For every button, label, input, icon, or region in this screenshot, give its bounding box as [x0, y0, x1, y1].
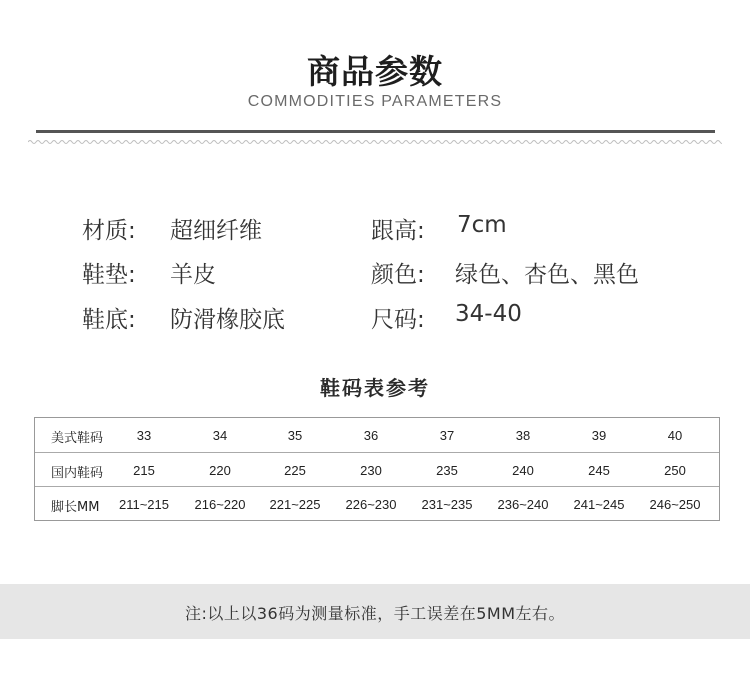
table-cell: 40 [667, 428, 683, 443]
table-row-foot-length [35, 486, 719, 521]
color-value: 绿色、杏色、黑色 [455, 262, 639, 288]
size-value: 34-40 [455, 301, 522, 327]
table-cell: 39 [591, 428, 607, 443]
sole-value: 防滑橡胶底 [170, 307, 285, 333]
table-cell: 35 [287, 428, 303, 443]
table-cell: 34 [212, 428, 228, 443]
note-bar [0, 584, 750, 639]
table-cell: 226~230 [345, 497, 397, 512]
table-cell: 36 [363, 428, 379, 443]
row-header: 国内鞋码 [51, 466, 104, 481]
insole-value: 羊皮 [170, 262, 216, 288]
table-cell: 37 [439, 428, 455, 443]
table-cell: 241~245 [573, 497, 625, 512]
table-cell: 220 [209, 463, 231, 478]
table-cell: 250 [664, 463, 686, 478]
table-cell: 245 [588, 463, 610, 478]
heel-height-label: 跟高: [371, 218, 425, 244]
table-row-cn-size [35, 452, 719, 487]
table-cell: 240 [512, 463, 534, 478]
table-cell: 215 [133, 463, 155, 478]
table-cell: 221~225 [269, 497, 321, 512]
heel-height-value: 7cm [457, 212, 507, 238]
size-label: 尺码: [371, 307, 425, 333]
params-section [0, 0, 750, 340]
page-title: 商品参数 [307, 52, 443, 91]
sole-label: 鞋底: [82, 307, 136, 333]
size-table [34, 417, 720, 521]
size-chart-title: 鞋码表参考 [320, 376, 430, 400]
row-header: 美式鞋码 [51, 431, 104, 446]
table-cell: 38 [515, 428, 531, 443]
table-cell: 246~250 [649, 497, 701, 512]
table-cell: 236~240 [497, 497, 549, 512]
table-cell: 225 [284, 463, 306, 478]
table-cell: 230 [360, 463, 382, 478]
table-cell: 235 [436, 463, 458, 478]
insole-label: 鞋垫: [82, 262, 136, 288]
table-cell: 211~215 [118, 497, 169, 512]
page-subtitle: COMMODITIES PARAMETERS [247, 93, 503, 110]
note-text: 注:以上以36码为测量标准，手工误差在5MM左右。 [184, 604, 566, 623]
table-cell: 33 [136, 428, 152, 443]
row-header: 脚长MM [51, 500, 100, 515]
table-row-us-size [35, 418, 719, 452]
color-label: 颜色: [371, 262, 425, 288]
material-label: 材质: [82, 218, 136, 244]
table-cell: 216~220 [194, 497, 246, 512]
table-cell: 231~235 [421, 497, 473, 512]
material-value: 超细纤维 [170, 218, 262, 244]
